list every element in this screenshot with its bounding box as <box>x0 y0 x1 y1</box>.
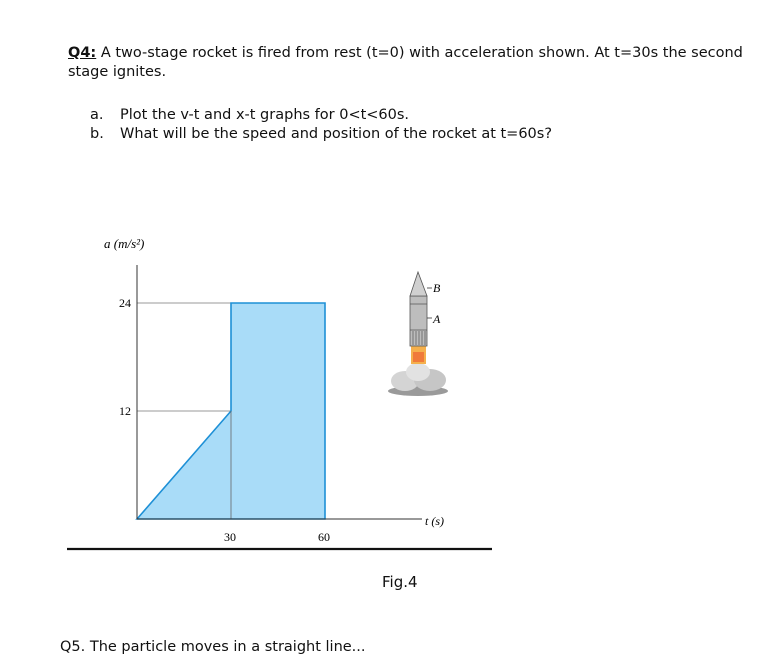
rocket-label-a: A <box>433 312 441 326</box>
part-a-letter: a. <box>90 107 104 123</box>
question-number: Q4: <box>68 45 97 61</box>
part-b-text: What will be the speed and position of the rocket at t=60s? <box>120 126 553 142</box>
part-a-text: Plot the v-t and x-t graphs for 0<t<60s. <box>120 107 410 123</box>
x-tick-label-60: 60 <box>318 530 330 544</box>
x-tick-label-30: 30 <box>224 530 236 544</box>
rocket-illustration <box>388 272 448 396</box>
y-axis-label: a (m/s²) <box>104 236 145 251</box>
y-tick-label-12: 12 <box>119 404 131 418</box>
next-question-fragment <box>60 639 760 655</box>
question-body: A two-stage rocket is fired from rest (t=0) with acceleration shown. At t=30s the second stage ignites. <box>68 45 743 80</box>
y-tick-label-24: 24 <box>119 296 131 310</box>
rocket-label-b: B <box>433 281 441 295</box>
next-question-text: Q5. The particle moves in a straight line... <box>60 639 366 655</box>
x-axis-label: t (s) <box>425 514 444 528</box>
figure-caption: Fig.4 <box>382 573 418 591</box>
part-b-letter: b. <box>90 126 104 142</box>
